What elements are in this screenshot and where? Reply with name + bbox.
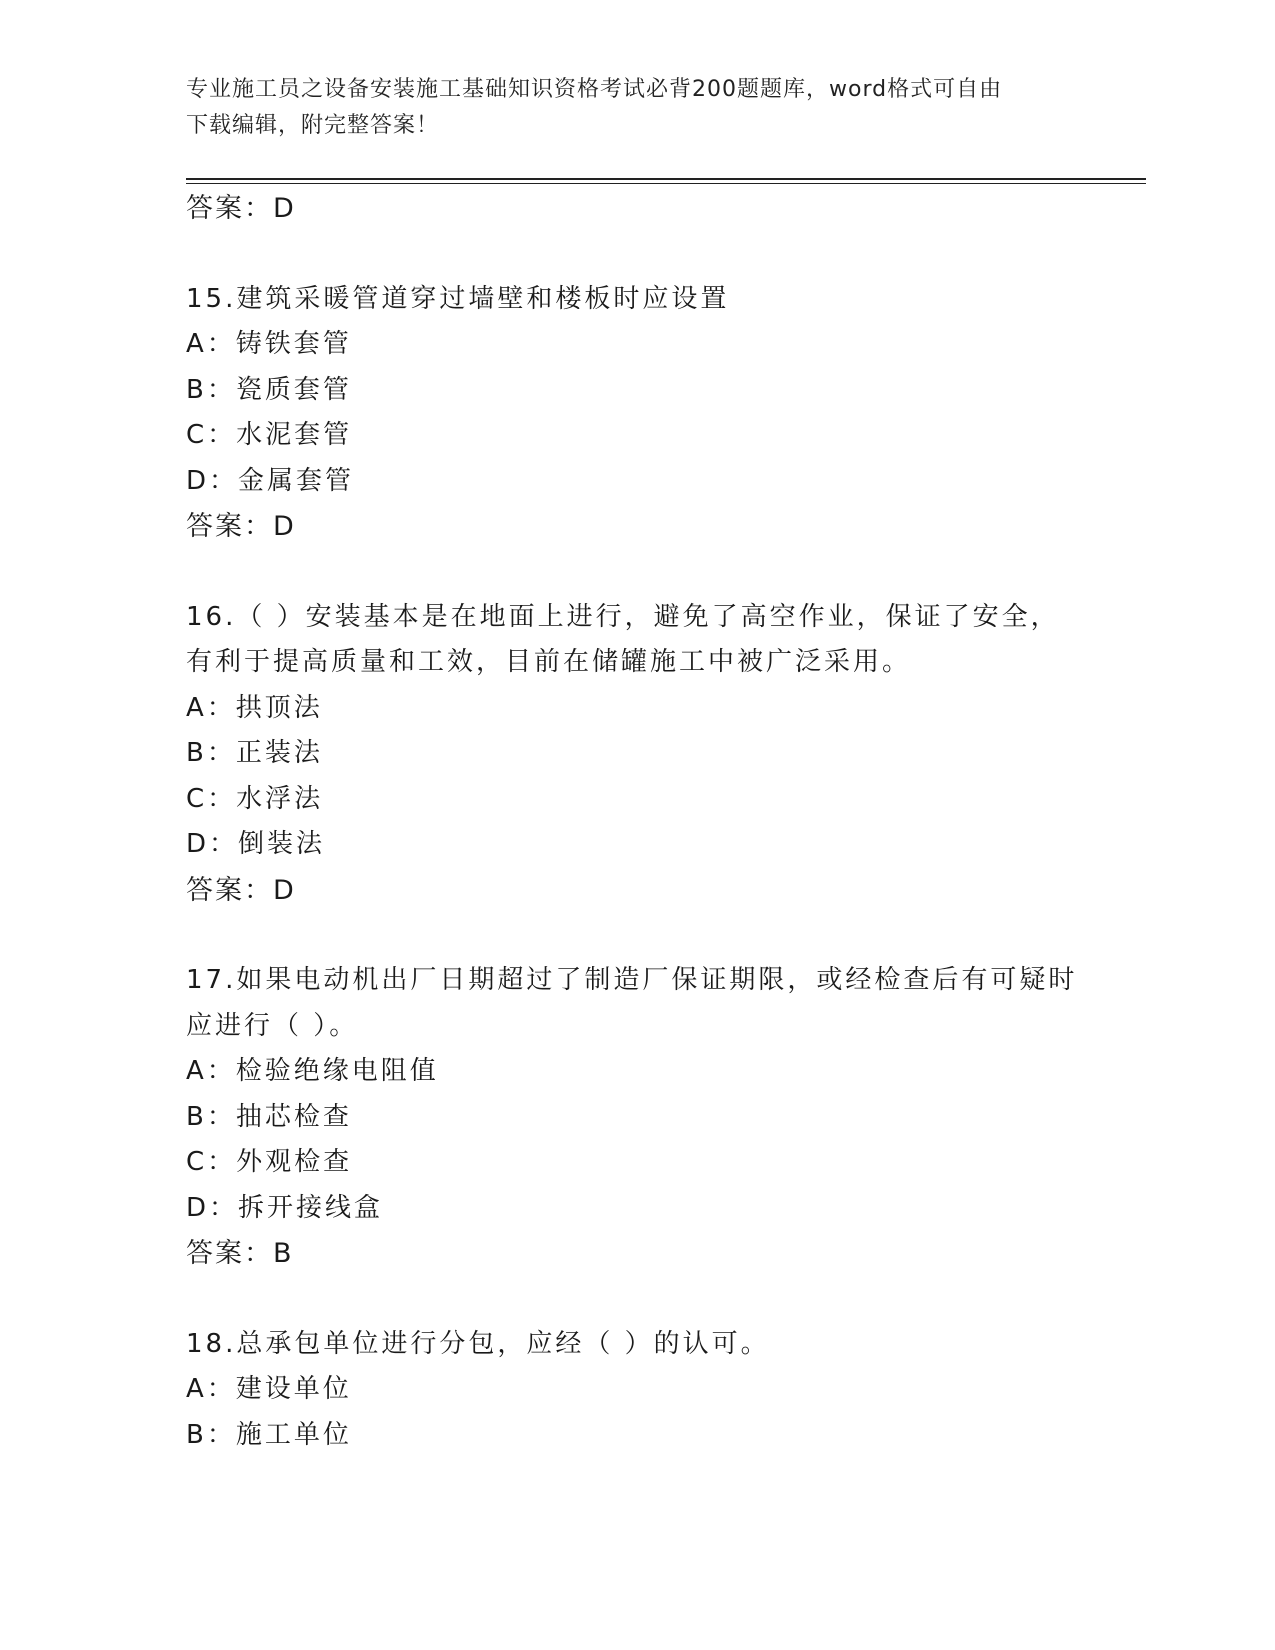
question-15 — [186, 277, 1086, 550]
spacer — [186, 550, 1086, 595]
spacer — [186, 1277, 1086, 1322]
option-b: B：施工单位 — [186, 1419, 352, 1450]
header-divider-thick — [186, 178, 1146, 180]
option-a: A：建设单位 — [186, 1374, 352, 1404]
option-b: B：正装法 — [186, 738, 323, 768]
previous-question-answer: 答案：D — [186, 193, 296, 224]
answer-line: 答案：D — [186, 874, 296, 906]
header-divider-thin — [186, 183, 1146, 184]
question-stem-continued: 有利于提高质量和工效，目前在储罐施工中被广泛采用。 — [186, 647, 912, 677]
option-b: B：抽芯检查 — [186, 1101, 352, 1132]
option-d: D：倒装法 — [186, 829, 326, 859]
option-c: C：外观检查 — [186, 1147, 353, 1177]
question-stem: 16.（ ）安装基本是在地面上进行，避免了高空作业，保证了安全， — [186, 601, 1060, 632]
answer-line: 答案：D — [186, 511, 296, 542]
spacer — [186, 232, 1086, 277]
question-16 — [186, 595, 1086, 914]
question-list — [186, 186, 1086, 1458]
header-title-line-1: 专业施工员之设备安装施工基础知识资格考试必背200题题库，word格式可自由 — [186, 77, 1003, 102]
option-a: A：铸铁套管 — [186, 329, 352, 359]
option-a: A：拱顶法 — [186, 692, 323, 723]
option-d: D：金属套管 — [186, 465, 355, 496]
question-17 — [186, 958, 1086, 1277]
option-c: C：水泥套管 — [186, 420, 353, 450]
option-d: D：拆开接线盒 — [186, 1192, 384, 1223]
question-stem-continued: 应进行（ ）。 — [186, 1010, 359, 1041]
question-18 — [186, 1322, 1086, 1459]
option-b: B：瓷质套管 — [186, 374, 352, 405]
page-header — [186, 72, 1066, 144]
spacer — [186, 913, 1086, 958]
option-c: C：水浮法 — [186, 783, 324, 814]
option-a: A：检验绝缘电阻值 — [186, 1056, 439, 1086]
answer-line: 答案：B — [186, 1238, 294, 1269]
question-stem: 18.总承包单位进行分包，应经（ ）的认可。 — [186, 1328, 770, 1359]
question-stem: 17.如果电动机出厂日期超过了制造厂保证期限，或经检查后有可疑时 — [186, 965, 1078, 995]
question-stem: 15.建筑采暖管道穿过墙壁和楼板时应设置 — [186, 283, 730, 314]
header-title-line-2: 下载编辑，附完整答案！ — [186, 113, 440, 138]
